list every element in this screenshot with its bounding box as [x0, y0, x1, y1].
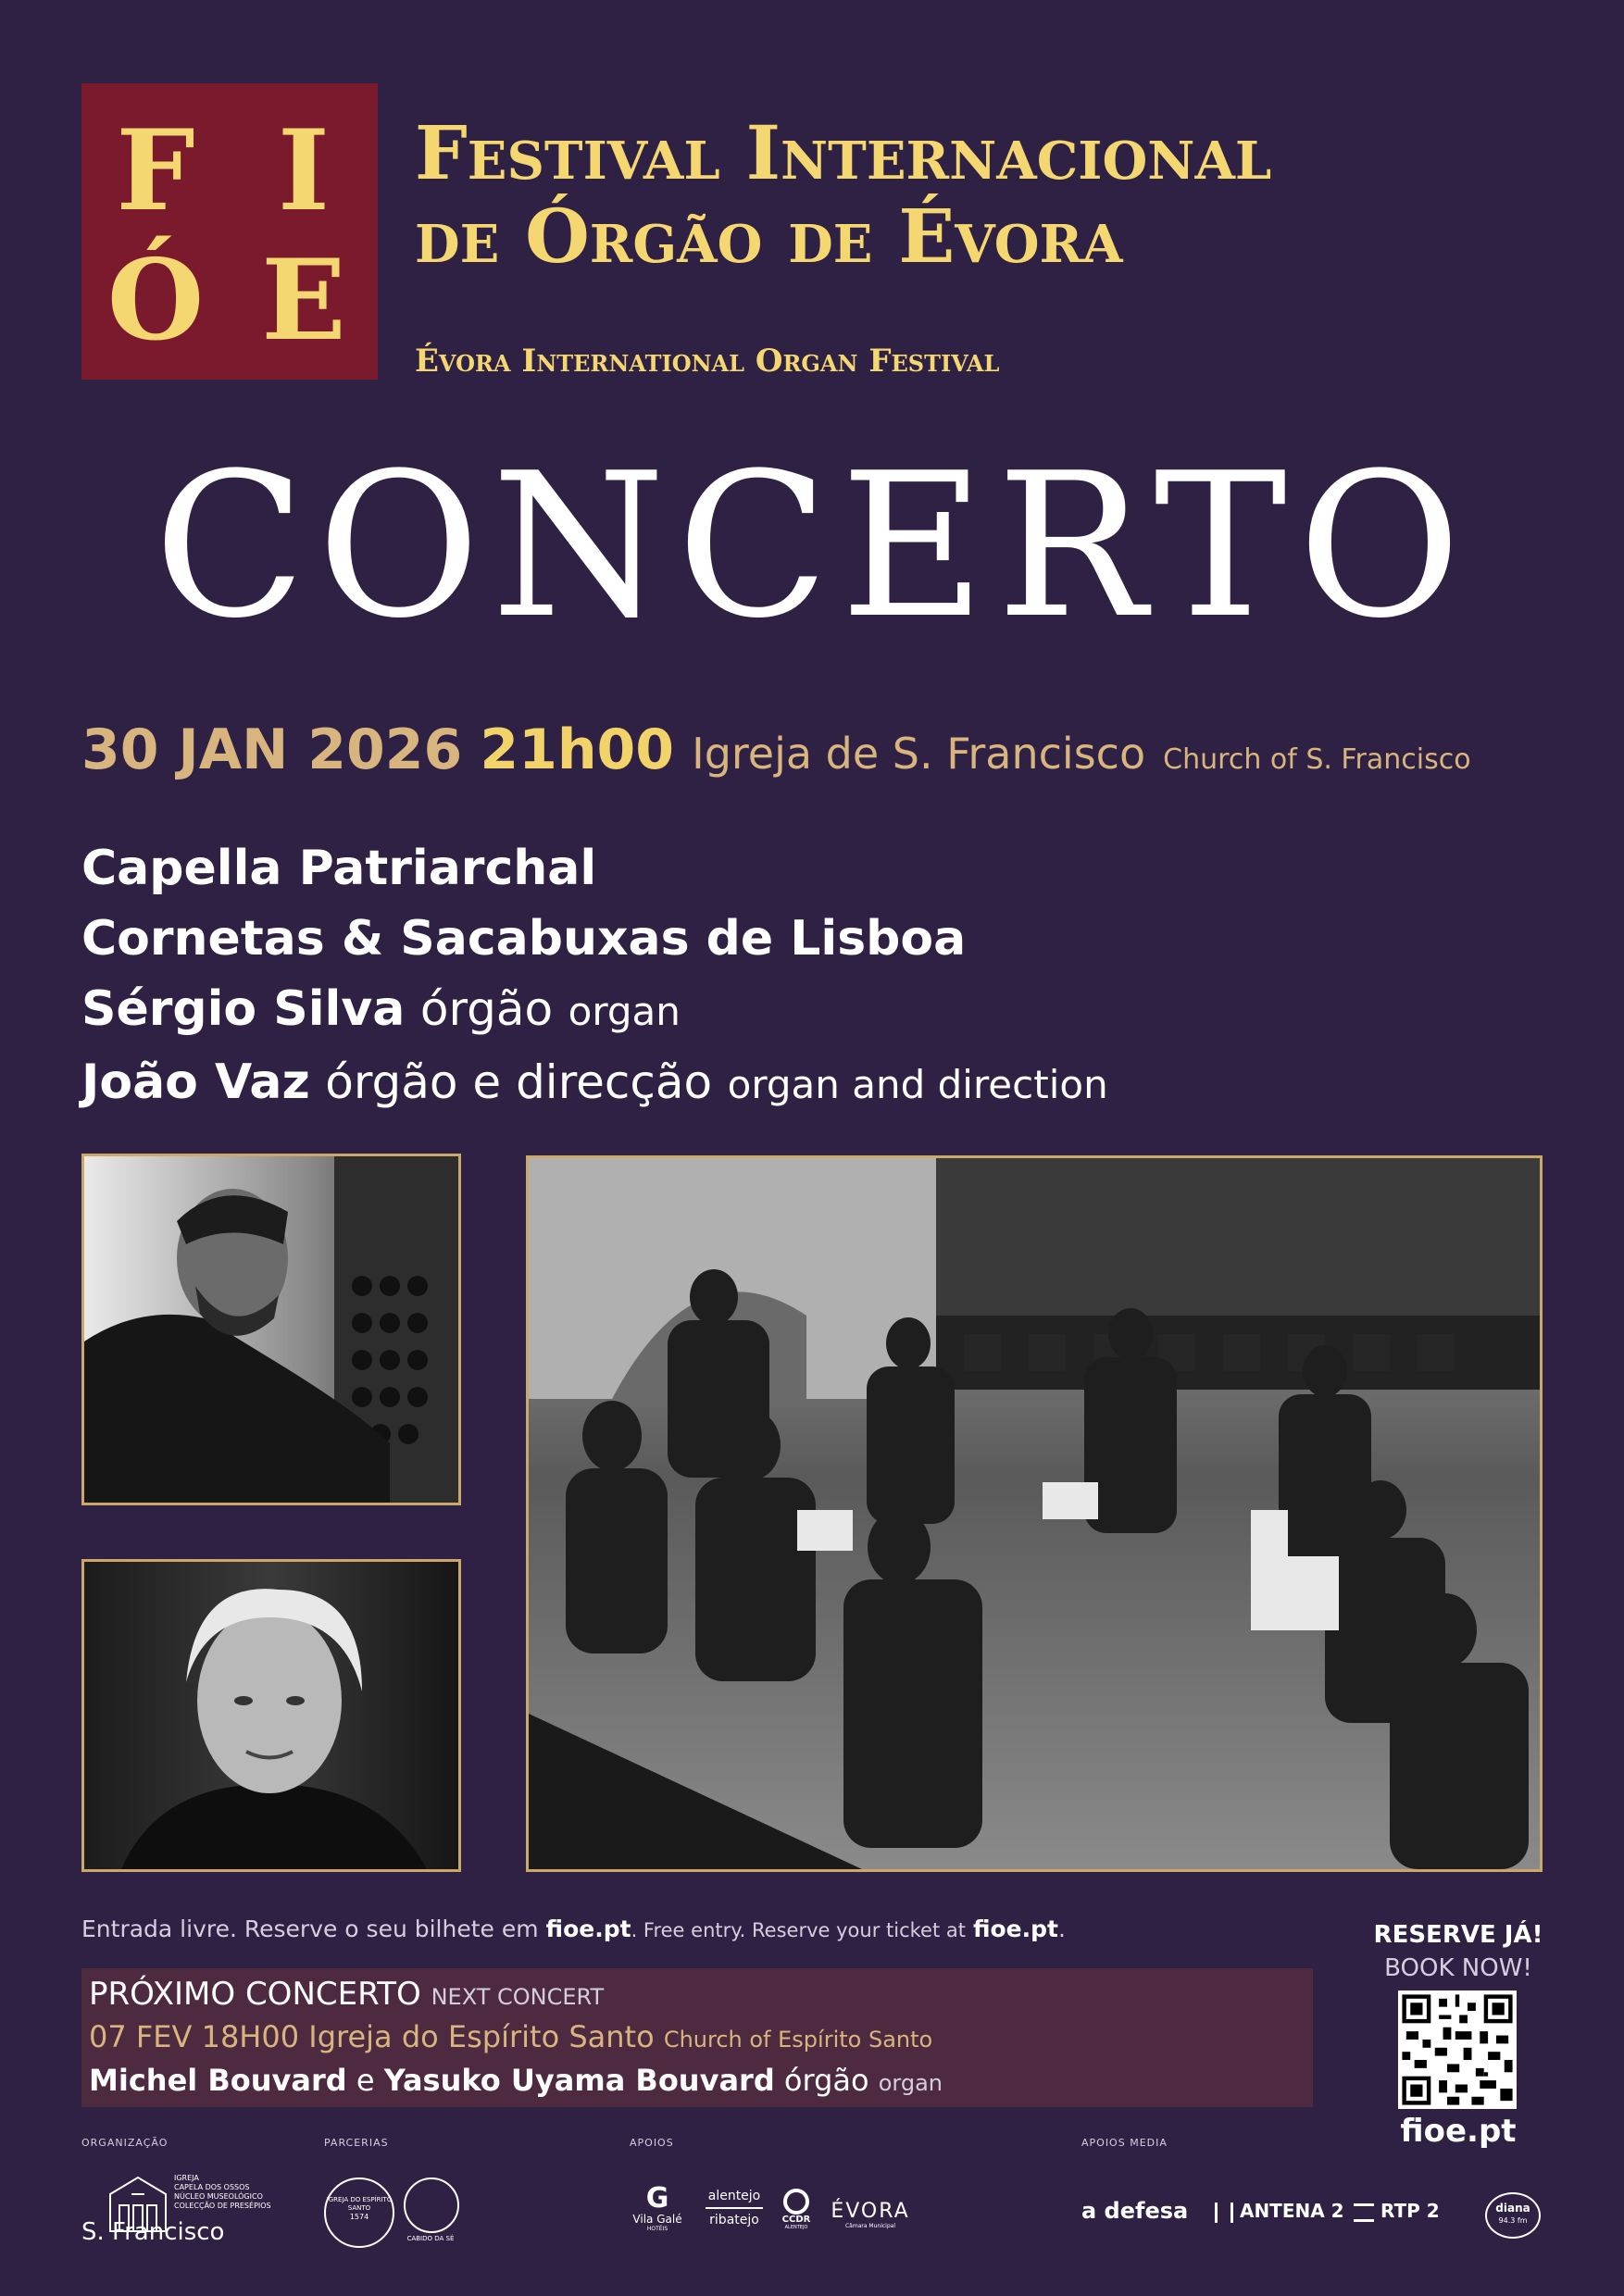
performer-name: Capella Patriarchal — [81, 841, 597, 896]
logo-letter: E — [261, 235, 346, 366]
performer-line — [81, 1047, 1470, 1120]
reserve-callout — [1361, 1918, 1555, 1985]
performer-role: órgão — [419, 982, 554, 1036]
next-concert-label: PRÓXIMO CONCERTO — [89, 1976, 421, 2013]
entry-site-link[interactable]: fioe.pt — [545, 1915, 631, 1942]
entry-info — [81, 1915, 1378, 1945]
event-time: 21h00 — [480, 718, 675, 782]
next-performer-1: Michel Bouvard — [89, 2063, 347, 2098]
vila-gale-icon: G — [645, 2182, 669, 2215]
logo-diana-fm — [1485, 2192, 1541, 2239]
performer-role-en: organ — [568, 989, 681, 1034]
next-concert-venue: Igreja do Espírito Santo — [308, 2019, 655, 2054]
festival-logo — [81, 83, 378, 380]
entry-text-en: . Free entry. Reserve your ticket at — [631, 1919, 966, 1941]
logo-letter: F — [116, 106, 195, 236]
performer-line — [81, 833, 1470, 904]
festival-title-line2: de Órgão de Évora — [415, 193, 1123, 280]
antena-2-name: ANTENA 2 — [1239, 2200, 1344, 2222]
performer-line — [81, 974, 1470, 1047]
label-parcerias: PARCERIAS — [324, 2137, 389, 2149]
parceria-1-year: 1574 — [349, 2213, 369, 2221]
logo-alentejo-ribatejo — [702, 2187, 767, 2229]
event-date: 30 JAN 2026 — [81, 718, 463, 782]
performer-name: Sérgio Silva — [81, 981, 406, 1037]
performer-role: órgão e direcção — [325, 1055, 713, 1109]
org-small-line: IGREJA — [174, 2174, 199, 2182]
rtp-icon — [1354, 2203, 1374, 2222]
vila-gale-sub: HOTÉIS — [646, 2226, 668, 2232]
antena-icon — [1215, 2202, 1233, 2223]
org-logo-small-text — [174, 2174, 271, 2211]
festival-title — [415, 111, 1526, 278]
reserve-line2: BOOK NOW! — [1384, 1954, 1532, 1982]
logo-espirito-santo — [324, 2177, 394, 2248]
logo-rtp-2 — [1354, 2200, 1440, 2222]
photo-organist-2 — [81, 1559, 461, 1872]
entry-site-link-en[interactable]: fioe.pt — [972, 1915, 1058, 1942]
parceria-1-name: IGREJA DO ESPÍRITO SANTO — [326, 2196, 393, 2212]
diana-name: diana — [1495, 2202, 1530, 2215]
performer-line — [81, 904, 1470, 974]
performer-role-en: organ and direction — [727, 1062, 1108, 1107]
ccdr-sub: ALENTEJO — [784, 2225, 808, 2230]
label-apoios-media: APOIOS MEDIA — [1081, 2137, 1168, 2149]
rtp-2-name: RTP 2 — [1380, 2200, 1440, 2222]
photo-ensemble — [526, 1155, 1543, 1872]
next-concert-time: 18H00 — [201, 2019, 300, 2054]
next-concert-performers — [89, 2061, 943, 2103]
next-concert-when — [89, 2018, 932, 2058]
parceria-2-name: CABIDO DA SÉ — [406, 2235, 455, 2242]
logo-ccdr — [778, 2189, 815, 2230]
event-venue-en: Church of S. Francisco — [1163, 743, 1471, 776]
org-small-line: COLECÇÃO DE PRESÉPIOS — [174, 2202, 271, 2210]
evora-name: ÉVORA — [831, 2200, 910, 2223]
ribatejo-text: ribatejo — [709, 2213, 759, 2227]
next-concert-date: 07 FEV — [89, 2019, 193, 2054]
next-performer-role: órgão — [783, 2063, 869, 2098]
next-concert-label-en: NEXT CONCERT — [431, 1984, 605, 2010]
entry-end: . — [1057, 1915, 1066, 1942]
next-concert-heading — [89, 1974, 604, 2017]
logo-letter: Ó — [106, 235, 205, 366]
next-performer-2: Yasuko Uyama Bouvard — [383, 2063, 775, 2098]
next-concert-venue-en: Church of Espírito Santo — [663, 2027, 933, 2053]
seal-icon — [404, 2177, 459, 2233]
performer-name: Cornetas & Sacabuxas de Lisboa — [81, 911, 967, 967]
reserve-line1: RESERVE JÁ! — [1373, 1921, 1543, 1949]
ccdr-name: CCDR — [781, 2215, 811, 2225]
photo-organist-1 — [81, 1154, 461, 1505]
next-performer-role-en: organ — [878, 2070, 943, 2096]
logo-vila-gale — [630, 2182, 685, 2233]
org-small-line: NÚCLEO MUSEOLÓGICO — [174, 2192, 263, 2201]
qr-code[interactable] — [1398, 1990, 1517, 2109]
logo-s-francisco — [81, 2168, 304, 2252]
org-logo-name: S. Francisco — [81, 2218, 225, 2246]
logo-letter: I — [277, 106, 331, 236]
org-small-line: CAPELA DOS OSSOS — [174, 2183, 250, 2191]
logo-a-defesa: a defesa — [1081, 2198, 1189, 2224]
logo-antena-2 — [1215, 2200, 1344, 2223]
alentejo-text: alentejo — [707, 2189, 761, 2203]
vila-gale-name: Vila Galé — [632, 2213, 682, 2226]
ccdr-icon — [783, 2189, 809, 2215]
logo-evora — [829, 2200, 912, 2229]
headline: CONCERTO — [153, 430, 1473, 662]
reserve-url[interactable]: fioe.pt — [1400, 2113, 1517, 2150]
entry-text: Entrada livre. Reserve o seu bilhete em — [81, 1915, 539, 1942]
label-apoios: APOIOS — [630, 2137, 674, 2149]
performer-name: João Vaz — [81, 1054, 310, 1110]
event-dateline — [81, 718, 1581, 792]
diana-sub: 94.3 fm — [1498, 2216, 1528, 2225]
next-performer-conj: e — [356, 2063, 375, 2098]
label-organizacao: ORGANIZAÇÃO — [81, 2137, 169, 2149]
event-venue: Igreja de S. Francisco — [692, 729, 1146, 779]
next-concert-box — [81, 1968, 1313, 2107]
festival-title-line1: Festival Internacional — [415, 109, 1272, 196]
alentejo-wave-icon — [706, 2207, 763, 2209]
festival-subtitle: Évora International Organ Festival — [415, 343, 1000, 380]
evora-sub: Câmara Municipal — [844, 2223, 895, 2229]
performers-list — [81, 833, 1470, 1120]
